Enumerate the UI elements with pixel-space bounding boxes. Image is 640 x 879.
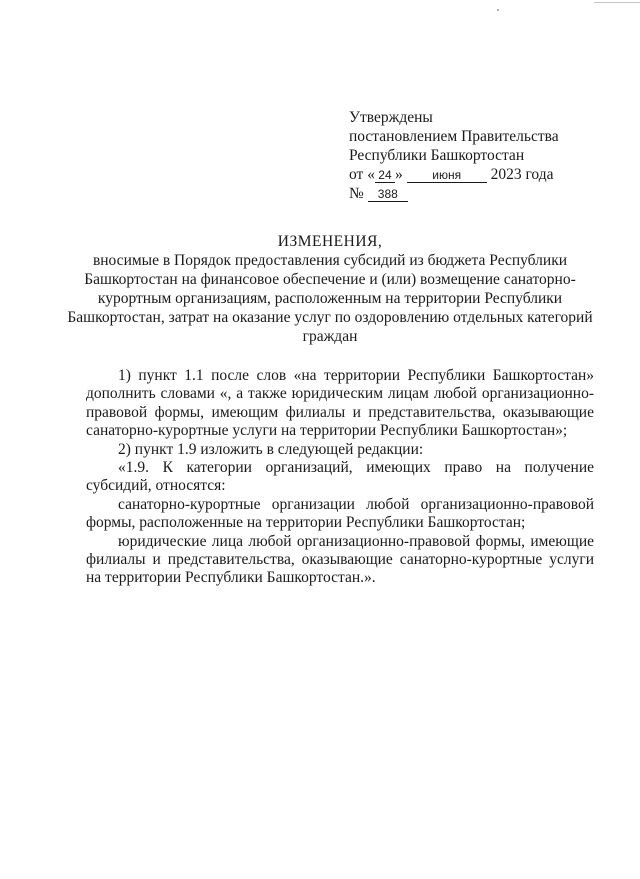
document-body [86,367,594,588]
scan-speck [497,9,499,11]
document-heading [60,232,600,346]
date-prefix: от « [349,166,375,183]
date-mid: » [394,166,403,183]
paragraph: 1) пункт 1.1 после слов «на территории Республики Башкортостан» дополнить словами «, а также юридическим лицам любой организационно-правовой формы, имеющим филиалы и представительства, оказывающие санаторно-курортные услуги на территории Республики Башкортостан»; [86,367,594,440]
date-month: июня [407,168,487,183]
paragraph: 2) пункт 1.9 изложить в следующей редакции: [118,440,424,458]
approval-line-3: Республики Башкортостан [349,147,525,164]
paragraph: санаторно-курортные организации любой организационно-правовой формы, расположенные на территории Республики Башкортостан; [86,495,594,532]
approval-block [349,108,559,203]
scan-edge-line [594,2,640,3]
number-prefix: № [349,185,364,202]
date-day: 24 [375,168,395,183]
decree-number: 388 [368,187,408,202]
approval-line-1: Утверждены [349,109,433,126]
approval-date-line [349,165,559,184]
heading-subtitle: вносимые в Порядок предоставления субсидий из бюджета Республики Башкортостан на финансовое обеспечение и (или) возмещение санаторно-курортным организациям, расположенным на территории Республики Башкортостан, затрат на оказание услуг по оздоровлению отдельных категорий граждан [67,252,593,345]
approval-line-2: постановлением Правительства [349,128,559,145]
approval-number-line [349,184,559,203]
heading-title: ИЗМЕНЕНИЯ, [277,233,383,250]
paragraph: «1.9. К категории организаций, имеющих право на получение субсидий, относятся: [86,459,594,495]
date-year: 2023 года [490,166,554,183]
paragraph: юридические лица любой организационно-правовой формы, имеющие филиалы и представительства, оказывающие санаторно-курортные услуги на территории Республики Башкортостан.». [86,532,594,587]
